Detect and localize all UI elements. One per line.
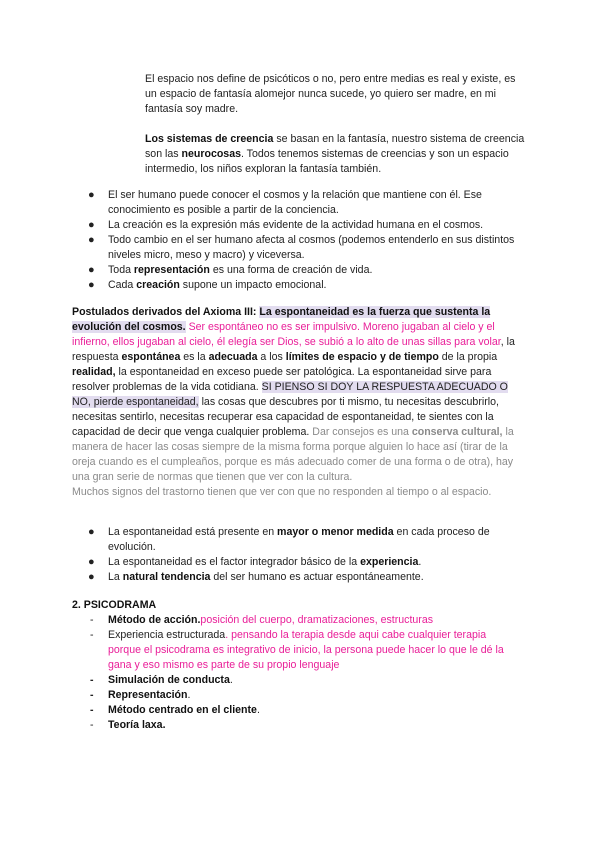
psicodrama-list xyxy=(88,613,518,733)
list-item: ● La espontaneidad es el factor integrador básico de la experiencia. xyxy=(88,556,422,568)
trastorno-note: Muchos signos del trastorno tienen que ver con que no responden al tiempo o al espacio. xyxy=(72,486,492,498)
annotation-pink: Ser espontáneo no es ser impulsivo. Moreno jugaban al cielo y el infierno, ellos jugaban al cielo, él elegía ser Dios, se subió a lo alto de unas sillas para volar xyxy=(72,321,501,348)
dash-icon: - xyxy=(90,704,94,716)
bullet-list-espontaneidad xyxy=(88,525,533,585)
list-item: ● La natural tendencia del ser humano es actuar espontáneamente. xyxy=(88,571,424,583)
postulados-paragraph: Postulados derivados del Axioma III: La espontaneidad es la fuerza que sustenta la evolución del cosmos. Ser espontáneo no es ser impulsivo. Moreno jugaban al cielo y el infierno, ellos jugaban al cielo, él elegía ser Dios, se subió a lo alto de unas sillas para volar, la respuesta espontánea es la adecuada a los límites de espacio y de tiempo de la propia realidad, la espontaneidad en exceso puede ser patológica. La espontaneidad sirve para resolver problemas de la vida cotidiana. SI PIENSO SI DOY LA RESPUESTA ADECUADO O NO, pierde espontaneidad, las cosas que descubres por ti mismo, tu necesitas descubrirlo, necesitas sentirlo, necesitas recuperar esa capacidad de espontaneidad, te sientes con la capacidad de decir que venga cualquier problema. Dar consejos es una conserva cultural, la manera de hacer las cosas siempre de la misma forma porque alguien lo hace así (tirar de la oreja cuando es el cumpleaños, porque es más adecuado comer de una forma o de otra), hay una gran serie de normas que tienen que ver con la cultura. xyxy=(72,306,515,483)
bullet-icon: ● xyxy=(88,219,95,231)
list-item: - Experiencia estructurada. pensando la terapia desde aqui cabe cualquier terapia porque el psicodrama es integrativo de inicio, la persona puede hacer lo que le dé la gana y eso mismo es parte de su propio lenguaje xyxy=(90,629,504,671)
dash-icon: - xyxy=(90,719,94,731)
bullet-icon: ● xyxy=(88,264,95,276)
list-item: - Simulación de conducta. xyxy=(90,674,233,686)
dash-icon: - xyxy=(90,614,94,626)
axiom-highlight: La espontaneidad es la fuerza que sustenta la evolución del cosmos. xyxy=(72,306,491,333)
list-item: - Método de acción.posición del cuerpo, dramatizaciones, estructuras xyxy=(90,614,434,626)
dash-icon: - xyxy=(90,674,94,686)
list-item: - Representación. xyxy=(90,689,191,701)
neurocosas-term: neurocosas xyxy=(181,148,241,160)
bullet-icon: ● xyxy=(88,556,95,568)
list-item: ● Todo cambio en el ser humano afecta al cosmos (podemos entenderlo en sus distintos niveles micro, meso y macro) y viceversa. xyxy=(88,234,515,261)
postulados-heading: Postulados derivados del Axioma III: xyxy=(72,306,260,318)
list-item: ● La creación es la expresión más evidente de la actividad humana en el cosmos. xyxy=(88,219,484,231)
bullet-icon: ● xyxy=(88,279,95,291)
bullet-icon: ● xyxy=(88,571,95,583)
bullet-icon: ● xyxy=(88,234,95,246)
list-item: ● El ser humano puede conocer el cosmos y la relación que mantiene con él. Ese conocimiento es posible a partir de la conciencia. xyxy=(88,189,482,216)
postulados-section xyxy=(72,305,524,500)
list-item: ● Toda representación es una forma de creación de vida. xyxy=(88,264,373,276)
dash-icon: - xyxy=(90,689,94,701)
bullet-list-cosmos xyxy=(88,188,533,293)
list-item: ● Cada creación supone un impacto emocional. xyxy=(88,279,327,291)
intro-paragraph-2: Los sistemas de creencia se basan en la fantasía, nuestro sistema de creencia son las neurocosas. Todos tenemos sistemas de creencias y son un espacio intermedio, los niños exploran la fantasía también. xyxy=(145,133,525,175)
list-item: - Método centrado en el cliente. xyxy=(90,704,260,716)
intro-paragraph-1: El espacio nos define de psicóticos o no, pero entre medias es real y existe, es un espacio de fantasía alomejor nunca sucede, yo quiero ser madre, en mi fantasía soy madre. xyxy=(145,73,516,115)
psicodrama-title: 2. PSICODRAMA xyxy=(72,599,157,611)
belief-systems-term: Los sistemas de creencia xyxy=(145,133,274,145)
list-item: ● La espontaneidad está presente en mayor o menor medida en cada proceso de evolución. xyxy=(88,526,490,553)
dash-icon: - xyxy=(90,629,94,641)
list-item: - Teoría laxa. xyxy=(90,719,166,731)
bullet-icon: ● xyxy=(88,189,95,201)
intro-section xyxy=(145,72,525,177)
bullet-icon: ● xyxy=(88,526,95,538)
highlight-note: SI PIENSO SI DOY LA RESPUESTA ADECUADO O NO, pierde espontaneidad, xyxy=(72,381,508,408)
